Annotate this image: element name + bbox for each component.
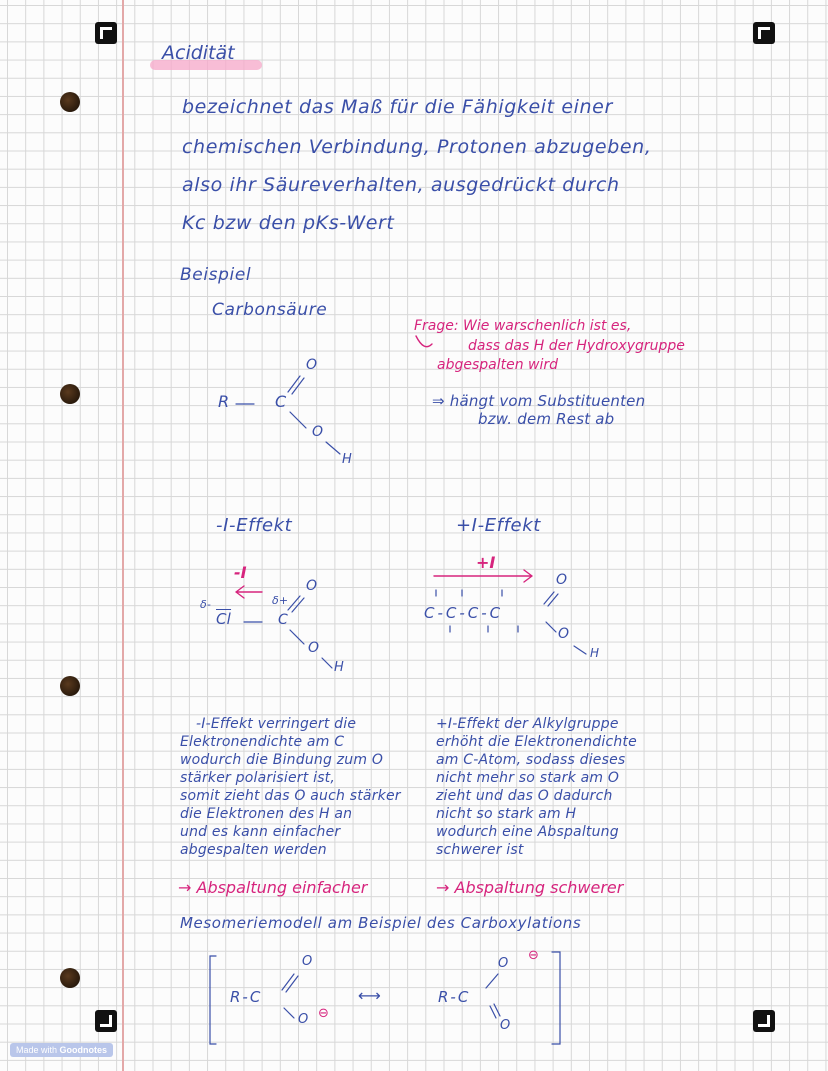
double-bond: [288, 596, 304, 612]
bracket: [210, 956, 216, 1044]
plus-i-arrow: [434, 570, 532, 582]
explanation-line: abgespalten werden: [180, 842, 327, 858]
example-heading: Beispiel: [180, 265, 252, 285]
page-title: Acidität: [162, 42, 235, 64]
formula-h: H: [590, 646, 600, 660]
formula-c: C: [275, 392, 287, 411]
formula-o-bottom: O: [312, 424, 324, 440]
formula-c: C: [278, 612, 288, 628]
definition-line: Kc bzw den pKs-Wert: [182, 212, 395, 234]
minus-i-heading: -I-Effekt: [216, 515, 293, 536]
question-line: abgespalten wird: [437, 357, 559, 373]
formula-o-bottom: O: [308, 640, 320, 656]
formula-o-top: O: [306, 357, 318, 373]
explanation-line: somit zieht das O auch stärker: [180, 788, 401, 804]
plus-i-arrow-label: +I: [476, 553, 496, 572]
badge-brand: Goodnotes: [59, 1045, 108, 1055]
bond-line: [322, 658, 332, 668]
chlorine-label: $\overline{Cl}$: [216, 610, 232, 628]
explanation-line: wodurch die Bindung zum O: [180, 752, 384, 768]
definition-line: chemischen Verbindung, Protonen abzugeben,: [182, 136, 652, 158]
definition-line: also ihr Säureverhalten, ausgedrückt durch: [182, 174, 620, 196]
formula-o-bottom: O: [558, 626, 570, 642]
example-name: Carbonsäure: [212, 300, 328, 320]
delta-minus: δ-: [200, 598, 212, 611]
explanation-line: nicht mehr so stark am O: [436, 770, 620, 786]
bond-line: [574, 646, 586, 654]
explanation-line: +I-Effekt der Alkylgruppe: [436, 716, 619, 732]
question-line: Frage: Wie warschenlich ist es,: [414, 318, 632, 334]
resonance-arrow: ⟷: [358, 986, 382, 1005]
negative-charge-icon: ⊖: [318, 1006, 329, 1021]
explanation-line: schwerer ist: [436, 842, 524, 858]
bond-line: [290, 630, 304, 644]
answer-line: ⇒ hängt vom Substituenten: [432, 392, 646, 410]
minus-i-result: → Abspaltung einfacher: [178, 878, 368, 897]
bond-line: [284, 1008, 294, 1018]
explanation-line: erhöht die Elektronendichte: [436, 734, 637, 750]
explanation-line: am C-Atom, sodass dieses: [436, 752, 626, 768]
plus-i-result: → Abspaltung schwerer: [436, 878, 624, 897]
definition-line: bezeichnet das Maß für die Fähigkeit einer: [182, 96, 613, 118]
explanation-line: und es kann einfacher: [180, 824, 341, 840]
question-line: dass das H der Hydroxygruppe: [468, 338, 685, 354]
explanation-line: nicht so stark am H: [436, 806, 577, 822]
formula-h: H: [342, 452, 352, 467]
mesomer-left-formula: R-C: [230, 988, 263, 1006]
bond-line: [486, 974, 498, 988]
formula-o-top: O: [302, 954, 313, 969]
bond-line: [436, 590, 502, 596]
explanation-line: wodurch eine Abspaltung: [436, 824, 619, 840]
formula-o-bottom: O: [500, 1018, 511, 1033]
explanation-line: die Elektronen des H an: [180, 806, 353, 822]
plus-i-heading: +I-Effekt: [456, 515, 541, 536]
explanation-line: zieht und das O dadurch: [436, 788, 613, 804]
minus-i-arrow: [236, 586, 262, 598]
double-bond: [288, 376, 304, 394]
formula-h: H: [334, 660, 344, 675]
badge-prefix: Made with: [16, 1045, 58, 1055]
double-bond: [544, 592, 558, 606]
mesomer-heading: Mesomeriemodell am Beispiel des Carboxylations: [180, 914, 582, 932]
double-bond: [490, 1004, 500, 1018]
explanation-line: -I-Effekt verringert die: [196, 716, 357, 732]
explanation-line: Elektronendichte am C: [180, 734, 345, 750]
mesomer-right-formula: R-C: [438, 988, 471, 1006]
bond-line: [326, 442, 340, 454]
bond-line: [290, 412, 306, 428]
formula-o-top: O: [556, 572, 568, 588]
delta-plus: δ+: [272, 594, 289, 607]
question-swoosh: [416, 336, 432, 347]
formula-r: R: [218, 392, 230, 411]
bond-line: [546, 622, 556, 632]
answer-line: bzw. dem Rest ab: [478, 410, 615, 428]
explanation-line: stärker polarisiert ist,: [180, 770, 336, 786]
bond-line: [450, 626, 518, 632]
formula-o-top: O: [498, 956, 509, 971]
goodnotes-badge: [10, 1043, 113, 1057]
formula-o-top: O: [306, 578, 318, 594]
formula-o-bottom: O: [298, 1012, 309, 1027]
minus-i-arrow-label: -I: [234, 563, 247, 582]
negative-charge-icon: ⊖: [528, 948, 539, 963]
alkyl-chain: C-C-C-C: [424, 604, 504, 622]
bracket: [552, 952, 560, 1044]
double-bond: [282, 974, 298, 992]
